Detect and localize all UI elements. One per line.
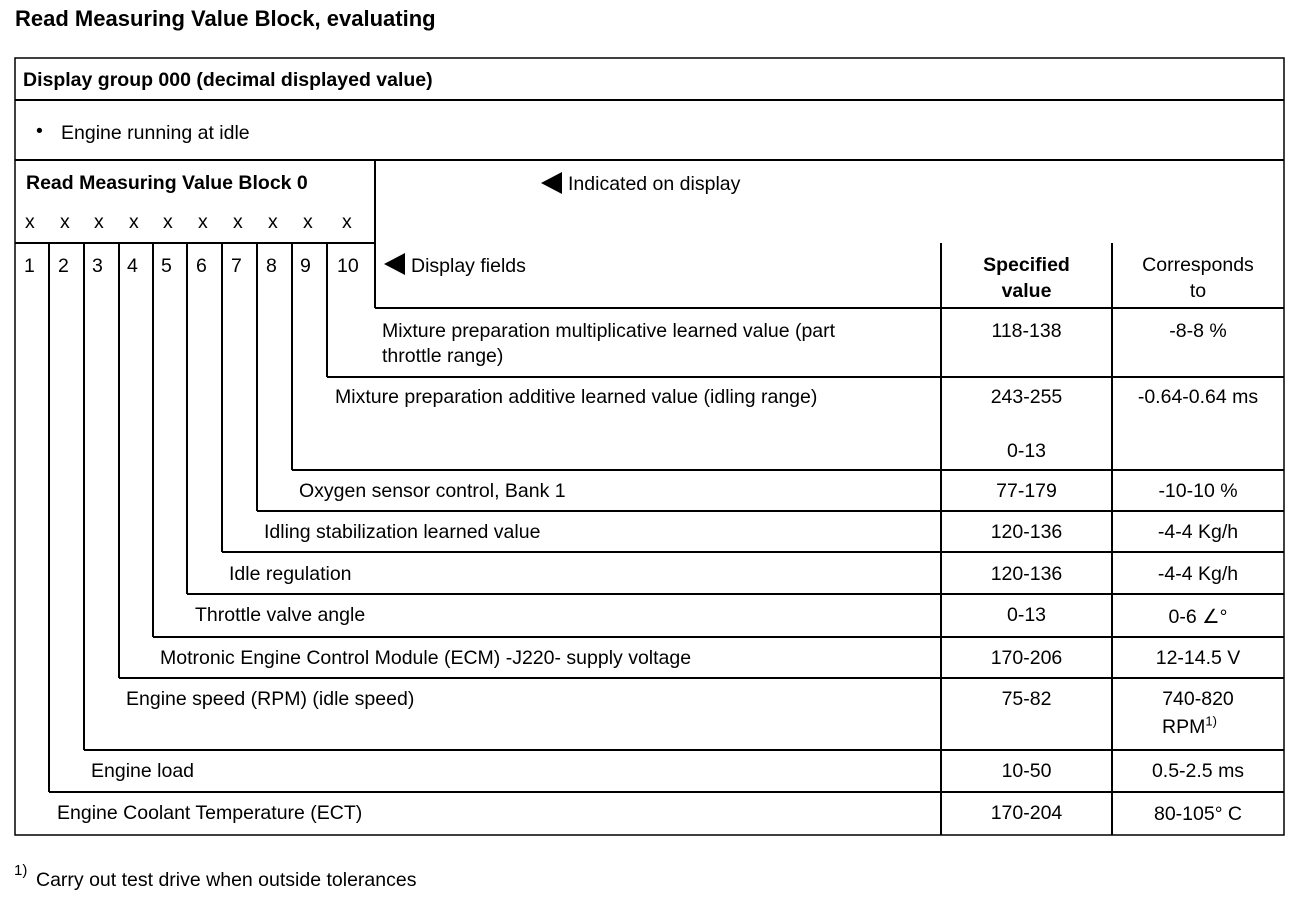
row-corresponds-value: -4-4 Kg/h — [1157, 563, 1239, 585]
footnote-ref: 1) — [1205, 713, 1217, 729]
footnote-text: Carry out test drive when outside tolerances — [36, 869, 417, 891]
x-mark: x — [268, 211, 278, 233]
row-specified-value: 170-204 — [990, 802, 1063, 824]
row-description: Throttle valve angle — [195, 604, 366, 626]
arrow-left-icon — [384, 253, 405, 275]
arrow-left-icon — [541, 172, 562, 194]
field-number: 9 — [300, 255, 311, 277]
field-number: 2 — [58, 255, 69, 277]
field-number: 1 — [24, 255, 35, 277]
row-description: Engine speed (RPM) (idle speed) — [126, 688, 415, 710]
block-label: Read Measuring Value Block 0 — [26, 172, 308, 194]
specified-header: Specified — [983, 254, 1070, 276]
row-specified-value: 75-82 — [1001, 688, 1052, 710]
row-description: Mixture preparation additive learned value (idling range) — [335, 386, 818, 408]
field-number: 7 — [231, 255, 242, 277]
field-number: 4 — [127, 255, 138, 277]
field-number: 3 — [92, 255, 103, 277]
display-fields-label: Display fields — [411, 255, 526, 277]
row-description: Oxygen sensor control, Bank 1 — [299, 480, 566, 502]
x-mark: x — [163, 211, 173, 233]
row-description: Idling stabilization learned value — [264, 521, 541, 543]
row-specified-value-2: 0-13 — [1006, 440, 1047, 462]
indicated-label: Indicated on display — [568, 173, 741, 195]
x-mark: x — [198, 211, 208, 233]
row-description: Engine Coolant Temperature (ECT) — [57, 802, 363, 824]
x-mark: x — [94, 211, 104, 233]
x-mark: x — [129, 211, 139, 233]
row-specified-value: 243-255 — [990, 386, 1063, 408]
row-corresponds-value: 740-820 — [1162, 688, 1234, 710]
row-specified-value: 170-206 — [990, 647, 1063, 669]
row-corresponds-value: 80-105° C — [1153, 803, 1243, 825]
field-number: 10 — [337, 255, 359, 277]
row-description-line2: throttle range) — [382, 345, 504, 367]
row-corresponds-value: -4-4 Kg/h — [1157, 521, 1239, 543]
x-mark: x — [233, 211, 243, 233]
row-corresponds-value: 0-6 ∠° — [1168, 606, 1228, 628]
field-number: 5 — [161, 255, 172, 277]
field-number: 8 — [266, 255, 277, 277]
corresponds-header-line2: to — [1189, 280, 1207, 302]
x-mark: x — [342, 211, 352, 233]
row-corresponds-value: -8-8 % — [1169, 320, 1227, 342]
row-specified-value: 0-13 — [1006, 604, 1047, 626]
row-corresponds-value: -0.64-0.64 ms — [1137, 386, 1259, 408]
row-corresponds-value-line2: RPM$^{1)}$ — [1162, 713, 1217, 738]
bullet-icon: • — [36, 120, 43, 142]
row-description: Idle regulation — [229, 563, 352, 585]
display-group-heading: Display group 000 (decimal displayed value) — [23, 69, 433, 91]
field-number: 6 — [196, 255, 207, 277]
corresponds-header: Corresponds — [1142, 254, 1254, 276]
row-corresponds-value: 12-14.5 V — [1155, 647, 1241, 669]
row-specified-value: 120-136 — [990, 521, 1063, 543]
row-description: Engine load — [91, 760, 195, 782]
x-mark: x — [303, 211, 313, 233]
row-specified-value: 120-136 — [990, 563, 1063, 585]
x-mark: x — [25, 211, 35, 233]
row-description: Mixture preparation multiplicative learned value (part — [382, 320, 836, 342]
row-corresponds-value: 0.5-2.5 ms — [1151, 760, 1245, 782]
page-title: Read Measuring Value Block, evaluating — [15, 6, 436, 31]
specified-header-line2: value — [1001, 280, 1052, 302]
x-mark: x — [60, 211, 70, 233]
row-description: Motronic Engine Control Module (ECM) -J220- supply voltage — [160, 647, 692, 669]
row-specified-value: 77-179 — [996, 480, 1057, 502]
row-specified-value: 118-138 — [991, 320, 1062, 342]
footnote-marker: 1) — [14, 862, 28, 879]
condition-text: Engine running at idle — [61, 122, 250, 144]
row-corresponds-value: -10-10 % — [1158, 480, 1238, 502]
row-specified-value: 10-50 — [1001, 760, 1052, 782]
